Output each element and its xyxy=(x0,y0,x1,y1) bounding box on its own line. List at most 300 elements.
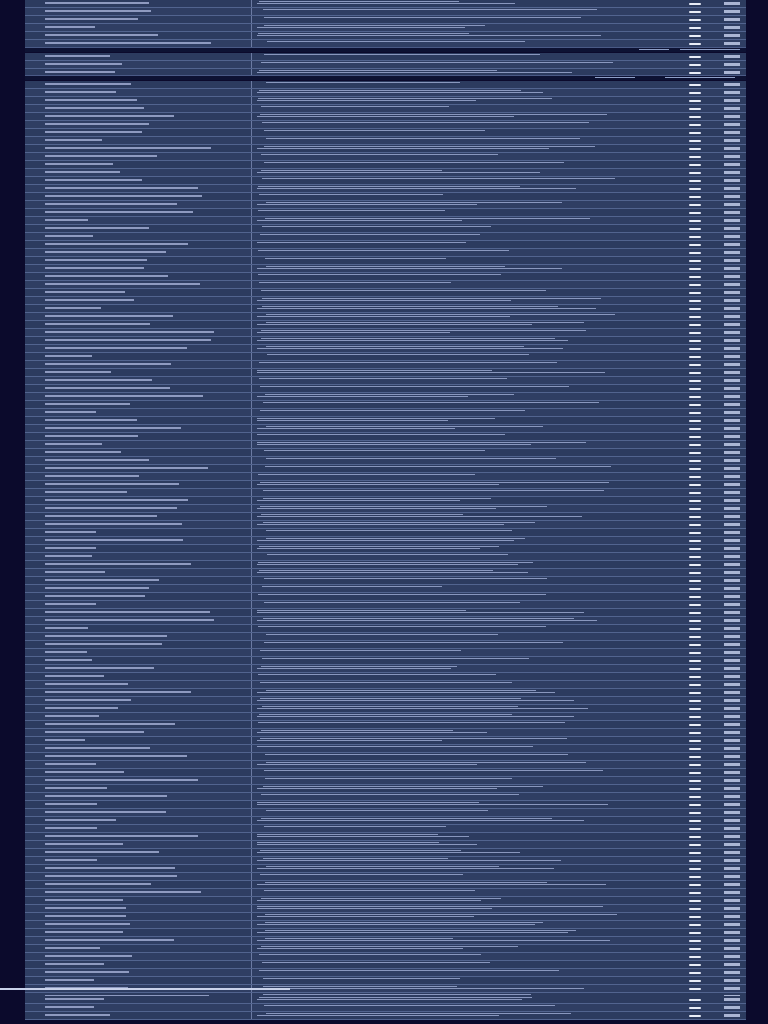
setting-row[interactable] xyxy=(25,553,746,561)
setting-row[interactable] xyxy=(25,289,746,297)
toggle-switch[interactable] xyxy=(689,924,701,926)
toggle-switch[interactable] xyxy=(689,740,701,742)
setting-description-text xyxy=(257,418,495,419)
setting-row[interactable] xyxy=(25,449,746,457)
setting-row[interactable] xyxy=(25,865,746,873)
state-value xyxy=(724,555,740,558)
setting-row[interactable] xyxy=(25,809,746,817)
setting-row[interactable] xyxy=(25,61,746,69)
toggle-switch[interactable] xyxy=(689,84,701,86)
setting-row[interactable] xyxy=(25,929,746,937)
setting-row[interactable] xyxy=(25,81,746,89)
setting-description xyxy=(257,977,617,984)
toggle-switch[interactable] xyxy=(689,508,701,510)
setting-row[interactable] xyxy=(25,777,746,785)
toggle-switch[interactable] xyxy=(689,3,701,5)
setting-name-text xyxy=(45,795,167,797)
setting-row[interactable] xyxy=(25,633,746,641)
toggle-switch[interactable] xyxy=(689,348,701,350)
setting-row[interactable] xyxy=(25,137,746,145)
setting-description-text xyxy=(257,442,586,443)
setting-row[interactable] xyxy=(25,537,746,545)
setting-row[interactable] xyxy=(25,889,746,897)
toggle-switch[interactable] xyxy=(689,988,701,990)
toggle-switch[interactable] xyxy=(689,804,701,806)
toggle-switch[interactable] xyxy=(689,812,701,814)
toggle-switch[interactable] xyxy=(689,660,701,662)
setting-row[interactable] xyxy=(25,305,746,313)
setting-row[interactable] xyxy=(25,689,746,697)
setting-description xyxy=(257,257,617,264)
setting-row[interactable] xyxy=(25,121,746,129)
setting-row[interactable] xyxy=(25,665,746,673)
setting-row[interactable] xyxy=(25,105,746,113)
toggle-switch[interactable] xyxy=(689,836,701,838)
setting-description-text xyxy=(258,674,496,675)
toggle-switch[interactable] xyxy=(689,43,701,45)
setting-row[interactable] xyxy=(25,705,746,713)
setting-description-text xyxy=(264,770,603,771)
toggle-switch[interactable] xyxy=(689,956,701,958)
toggle-switch[interactable] xyxy=(689,380,701,382)
toggle-switch[interactable] xyxy=(689,372,701,374)
setting-row[interactable] xyxy=(25,32,746,40)
setting-row[interactable] xyxy=(25,89,746,97)
toggle-switch[interactable] xyxy=(689,876,701,878)
setting-description-text xyxy=(257,884,606,885)
toggle-switch[interactable] xyxy=(689,492,701,494)
setting-row[interactable] xyxy=(25,53,746,61)
setting-row[interactable] xyxy=(25,793,746,801)
toggle-switch[interactable] xyxy=(689,276,701,278)
toggle-switch[interactable] xyxy=(689,756,701,758)
toggle-switch[interactable] xyxy=(689,620,701,622)
toggle-switch[interactable] xyxy=(689,684,701,686)
toggle-switch[interactable] xyxy=(689,580,701,582)
setting-row[interactable] xyxy=(25,769,746,777)
setting-name xyxy=(45,922,225,927)
toggle-switch[interactable] xyxy=(689,156,701,158)
toggle-switch[interactable] xyxy=(689,644,701,646)
toggle-switch[interactable] xyxy=(689,252,701,254)
toggle-switch[interactable] xyxy=(689,412,701,414)
setting-row[interactable] xyxy=(25,697,746,705)
toggle-switch[interactable] xyxy=(689,764,701,766)
setting-row[interactable] xyxy=(25,473,746,481)
toggle-switch[interactable] xyxy=(689,556,701,558)
setting-description-text xyxy=(266,82,460,83)
setting-description-text xyxy=(261,170,442,171)
setting-description xyxy=(257,753,617,760)
setting-row[interactable] xyxy=(25,921,746,929)
toggle-switch[interactable] xyxy=(689,588,701,590)
toggle-switch[interactable] xyxy=(689,820,701,822)
toggle-switch[interactable] xyxy=(689,292,701,294)
toggle-switch[interactable] xyxy=(689,892,701,894)
toggle-switch[interactable] xyxy=(689,500,701,502)
toggle-switch[interactable] xyxy=(689,404,701,406)
setting-row[interactable] xyxy=(25,129,746,137)
toggle-switch[interactable] xyxy=(689,116,701,118)
setting-row[interactable] xyxy=(25,97,746,105)
setting-name-text xyxy=(45,779,198,781)
setting-row[interactable] xyxy=(25,489,746,497)
toggle-switch[interactable] xyxy=(689,572,701,574)
toggle-switch[interactable] xyxy=(689,940,701,942)
toggle-switch[interactable] xyxy=(689,732,701,734)
setting-name xyxy=(45,226,225,231)
setting-row[interactable] xyxy=(25,953,746,961)
toggle-switch[interactable] xyxy=(689,244,701,246)
setting-row[interactable] xyxy=(25,353,746,361)
setting-row[interactable] xyxy=(25,561,746,569)
setting-row[interactable] xyxy=(25,601,746,609)
setting-row[interactable] xyxy=(25,281,746,289)
setting-description-text xyxy=(257,948,463,949)
setting-row[interactable] xyxy=(25,529,746,537)
toggle-switch[interactable] xyxy=(689,668,701,670)
setting-row[interactable] xyxy=(25,169,746,177)
toggle-switch[interactable] xyxy=(689,140,701,142)
setting-row[interactable] xyxy=(25,996,746,1004)
setting-row[interactable] xyxy=(25,177,746,185)
setting-name xyxy=(45,402,225,407)
toggle-switch[interactable] xyxy=(689,524,701,526)
toggle-switch[interactable] xyxy=(689,796,701,798)
setting-row[interactable] xyxy=(25,16,746,24)
toggle-switch[interactable] xyxy=(689,716,701,718)
toggle-switch[interactable] xyxy=(689,124,701,126)
toggle-switch[interactable] xyxy=(689,476,701,478)
toggle-switch[interactable] xyxy=(689,708,701,710)
toggle-switch[interactable] xyxy=(689,852,701,854)
setting-description-text xyxy=(262,122,589,123)
toggle-switch[interactable] xyxy=(689,932,701,934)
toggle-switch[interactable] xyxy=(689,452,701,454)
setting-row[interactable] xyxy=(25,585,746,593)
toggle-switch[interactable] xyxy=(689,724,701,726)
setting-row[interactable] xyxy=(25,833,746,841)
setting-row[interactable] xyxy=(25,905,746,913)
setting-row[interactable] xyxy=(25,577,746,585)
setting-row[interactable] xyxy=(25,801,746,809)
toggle-switch[interactable] xyxy=(689,260,701,262)
toggle-switch[interactable] xyxy=(689,332,701,334)
setting-row[interactable] xyxy=(25,681,746,689)
setting-row[interactable] xyxy=(25,401,746,409)
setting-row[interactable] xyxy=(25,161,746,169)
setting-row[interactable] xyxy=(25,849,746,857)
column-separator xyxy=(251,897,252,904)
toggle-switch[interactable] xyxy=(689,428,701,430)
setting-name-text xyxy=(45,139,102,141)
setting-row[interactable] xyxy=(25,545,746,553)
setting-row[interactable] xyxy=(25,257,746,265)
setting-description-text xyxy=(261,898,501,899)
setting-row[interactable] xyxy=(25,481,746,489)
setting-description-text xyxy=(257,940,610,941)
column-separator xyxy=(251,545,252,552)
setting-description xyxy=(257,913,617,920)
toggle-switch[interactable] xyxy=(689,636,701,638)
setting-description-text xyxy=(257,372,605,373)
setting-row[interactable] xyxy=(25,785,746,793)
toggle-switch[interactable] xyxy=(689,772,701,774)
setting-row[interactable] xyxy=(25,673,746,681)
setting-row[interactable] xyxy=(25,897,746,905)
setting-row[interactable] xyxy=(25,297,746,305)
toggle-switch[interactable] xyxy=(689,172,701,174)
setting-row[interactable] xyxy=(25,377,746,385)
setting-description-text xyxy=(260,386,569,387)
setting-description xyxy=(257,721,617,728)
toggle-switch[interactable] xyxy=(689,308,701,310)
setting-row[interactable] xyxy=(25,649,746,657)
toggle-switch[interactable] xyxy=(689,300,701,302)
setting-row[interactable] xyxy=(25,201,746,209)
setting-row[interactable] xyxy=(25,817,746,825)
setting-row[interactable] xyxy=(25,753,746,761)
toggle-switch[interactable] xyxy=(689,564,701,566)
setting-name xyxy=(45,458,225,463)
setting-row[interactable] xyxy=(25,825,746,833)
setting-row[interactable] xyxy=(25,625,746,633)
setting-row[interactable] xyxy=(25,873,746,881)
setting-row[interactable] xyxy=(25,945,746,953)
toggle-switch[interactable] xyxy=(689,484,701,486)
setting-row[interactable] xyxy=(25,433,746,441)
setting-row[interactable] xyxy=(25,1012,746,1020)
setting-row[interactable] xyxy=(25,961,746,969)
toggle-switch[interactable] xyxy=(689,316,701,318)
setting-row[interactable] xyxy=(25,249,746,257)
toggle-switch[interactable] xyxy=(689,676,701,678)
toggle-switch[interactable] xyxy=(689,388,701,390)
toggle-switch[interactable] xyxy=(689,604,701,606)
toggle-switch[interactable] xyxy=(689,108,701,110)
setting-name-text xyxy=(45,515,157,517)
setting-row[interactable] xyxy=(25,969,746,977)
setting-description xyxy=(257,985,617,992)
setting-row[interactable] xyxy=(25,761,746,769)
setting-row[interactable] xyxy=(25,841,746,849)
toggle-switch[interactable] xyxy=(689,188,701,190)
toggle-switch[interactable] xyxy=(689,828,701,830)
toggle-switch[interactable] xyxy=(689,692,701,694)
setting-row[interactable] xyxy=(25,977,746,985)
setting-row[interactable] xyxy=(25,857,746,865)
setting-row[interactable] xyxy=(25,153,746,161)
setting-row[interactable] xyxy=(25,265,746,273)
setting-row[interactable] xyxy=(25,113,746,121)
toggle-switch[interactable] xyxy=(689,868,701,870)
setting-row[interactable] xyxy=(25,313,746,321)
setting-row[interactable] xyxy=(25,0,746,8)
setting-row[interactable] xyxy=(25,593,746,601)
toggle-switch[interactable] xyxy=(689,468,701,470)
setting-row[interactable] xyxy=(25,417,746,425)
toggle-switch[interactable] xyxy=(689,548,701,550)
setting-row[interactable] xyxy=(25,465,746,473)
column-separator xyxy=(251,113,252,120)
toggle-switch[interactable] xyxy=(689,612,701,614)
setting-row[interactable] xyxy=(25,641,746,649)
setting-row[interactable] xyxy=(25,321,746,329)
setting-row[interactable] xyxy=(25,393,746,401)
toggle-switch[interactable] xyxy=(689,268,701,270)
toggle-switch[interactable] xyxy=(689,444,701,446)
toggle-switch[interactable] xyxy=(689,908,701,910)
setting-row[interactable] xyxy=(25,497,746,505)
setting-row[interactable] xyxy=(25,209,746,217)
toggle-switch[interactable] xyxy=(689,980,701,982)
toggle-switch[interactable] xyxy=(689,460,701,462)
toggle-switch[interactable] xyxy=(689,27,701,29)
setting-row[interactable] xyxy=(25,505,746,513)
setting-description-text xyxy=(259,194,443,195)
setting-row[interactable] xyxy=(25,361,746,369)
setting-description-text xyxy=(257,692,555,693)
toggle-switch[interactable] xyxy=(689,212,701,214)
setting-row[interactable] xyxy=(25,217,746,225)
toggle-switch[interactable] xyxy=(689,324,701,326)
setting-row[interactable] xyxy=(25,273,746,281)
toggle-switch[interactable] xyxy=(689,56,701,58)
setting-description-text xyxy=(261,794,519,795)
setting-row[interactable] xyxy=(25,1004,746,1012)
toggle-switch[interactable] xyxy=(689,148,701,150)
setting-row[interactable] xyxy=(25,713,746,721)
setting-row[interactable] xyxy=(25,369,746,377)
state-value xyxy=(724,443,740,446)
setting-row[interactable] xyxy=(25,193,746,201)
setting-name-text xyxy=(45,395,203,397)
setting-name-text xyxy=(45,55,110,57)
setting-row[interactable] xyxy=(25,721,746,729)
setting-name-text xyxy=(45,595,145,597)
setting-row[interactable] xyxy=(25,657,746,665)
toggle-switch[interactable] xyxy=(689,516,701,518)
toggle-switch[interactable] xyxy=(689,652,701,654)
toggle-switch[interactable] xyxy=(689,72,701,74)
setting-name xyxy=(45,210,225,215)
toggle-switch[interactable] xyxy=(689,164,701,166)
toggle-switch[interactable] xyxy=(689,844,701,846)
toggle-switch[interactable] xyxy=(689,420,701,422)
setting-name-text xyxy=(45,907,126,909)
toggle-switch[interactable] xyxy=(689,596,701,598)
setting-row[interactable] xyxy=(25,233,746,241)
state-value xyxy=(724,259,740,262)
toggle-switch[interactable] xyxy=(689,972,701,974)
toggle-switch[interactable] xyxy=(689,788,701,790)
toggle-switch[interactable] xyxy=(689,228,701,230)
toggle-switch[interactable] xyxy=(689,220,701,222)
setting-row[interactable] xyxy=(25,729,746,737)
setting-row[interactable] xyxy=(25,745,746,753)
state-value xyxy=(724,283,740,286)
setting-row[interactable] xyxy=(25,24,746,32)
toggle-switch[interactable] xyxy=(689,964,701,966)
setting-row[interactable] xyxy=(25,737,746,745)
setting-row[interactable] xyxy=(25,457,746,465)
toggle-switch[interactable] xyxy=(689,916,701,918)
toggle-switch[interactable] xyxy=(689,196,701,198)
toggle-switch[interactable] xyxy=(689,780,701,782)
toggle-switch[interactable] xyxy=(689,11,701,13)
toggle-switch[interactable] xyxy=(689,748,701,750)
toggle-switch[interactable] xyxy=(689,236,701,238)
setting-row[interactable] xyxy=(25,441,746,449)
setting-row[interactable] xyxy=(25,345,746,353)
toggle-switch[interactable] xyxy=(689,436,701,438)
setting-description-text xyxy=(260,114,607,115)
toggle-switch[interactable] xyxy=(689,180,701,182)
setting-row[interactable] xyxy=(25,329,746,337)
toggle-switch[interactable] xyxy=(689,19,701,21)
setting-row[interactable] xyxy=(25,8,746,16)
toggle-switch[interactable] xyxy=(689,1007,701,1009)
setting-row[interactable] xyxy=(25,513,746,521)
toggle-switch[interactable] xyxy=(689,356,701,358)
setting-row[interactable] xyxy=(25,241,746,249)
toggle-switch[interactable] xyxy=(689,860,701,862)
setting-row[interactable] xyxy=(25,617,746,625)
setting-row[interactable] xyxy=(25,881,746,889)
setting-row[interactable] xyxy=(25,385,746,393)
toggle-switch[interactable] xyxy=(689,628,701,630)
toggle-switch[interactable] xyxy=(689,700,701,702)
setting-row[interactable] xyxy=(25,145,746,153)
toggle-switch[interactable] xyxy=(689,999,701,1001)
setting-row[interactable] xyxy=(25,569,746,577)
setting-row[interactable] xyxy=(25,425,746,433)
toggle-switch[interactable] xyxy=(689,532,701,534)
setting-description-text xyxy=(264,54,540,55)
setting-row[interactable] xyxy=(25,913,746,921)
toggle-switch[interactable] xyxy=(689,900,701,902)
toggle-switch[interactable] xyxy=(689,35,701,37)
setting-row[interactable] xyxy=(25,521,746,529)
toggle-switch[interactable] xyxy=(689,284,701,286)
toggle-switch[interactable] xyxy=(689,204,701,206)
toggle-switch[interactable] xyxy=(689,132,701,134)
state-value xyxy=(724,811,740,814)
setting-row[interactable] xyxy=(25,937,746,945)
toggle-switch[interactable] xyxy=(689,948,701,950)
setting-row[interactable] xyxy=(25,185,746,193)
toggle-switch[interactable] xyxy=(689,364,701,366)
setting-description xyxy=(257,553,617,560)
setting-name-text xyxy=(45,347,187,349)
toggle-switch[interactable] xyxy=(689,64,701,66)
setting-name xyxy=(45,970,225,975)
toggle-switch[interactable] xyxy=(689,540,701,542)
setting-row[interactable] xyxy=(25,609,746,617)
toggle-switch[interactable] xyxy=(689,1015,701,1017)
state-value xyxy=(724,563,740,566)
toggle-switch[interactable] xyxy=(689,92,701,94)
toggle-switch[interactable] xyxy=(689,100,701,102)
setting-description xyxy=(257,569,617,576)
setting-row[interactable] xyxy=(25,409,746,417)
toggle-switch[interactable] xyxy=(689,396,701,398)
toggle-switch[interactable] xyxy=(689,884,701,886)
setting-row[interactable] xyxy=(25,225,746,233)
setting-row[interactable] xyxy=(25,337,746,345)
toggle-switch[interactable] xyxy=(689,340,701,342)
setting-description-text xyxy=(265,914,617,915)
